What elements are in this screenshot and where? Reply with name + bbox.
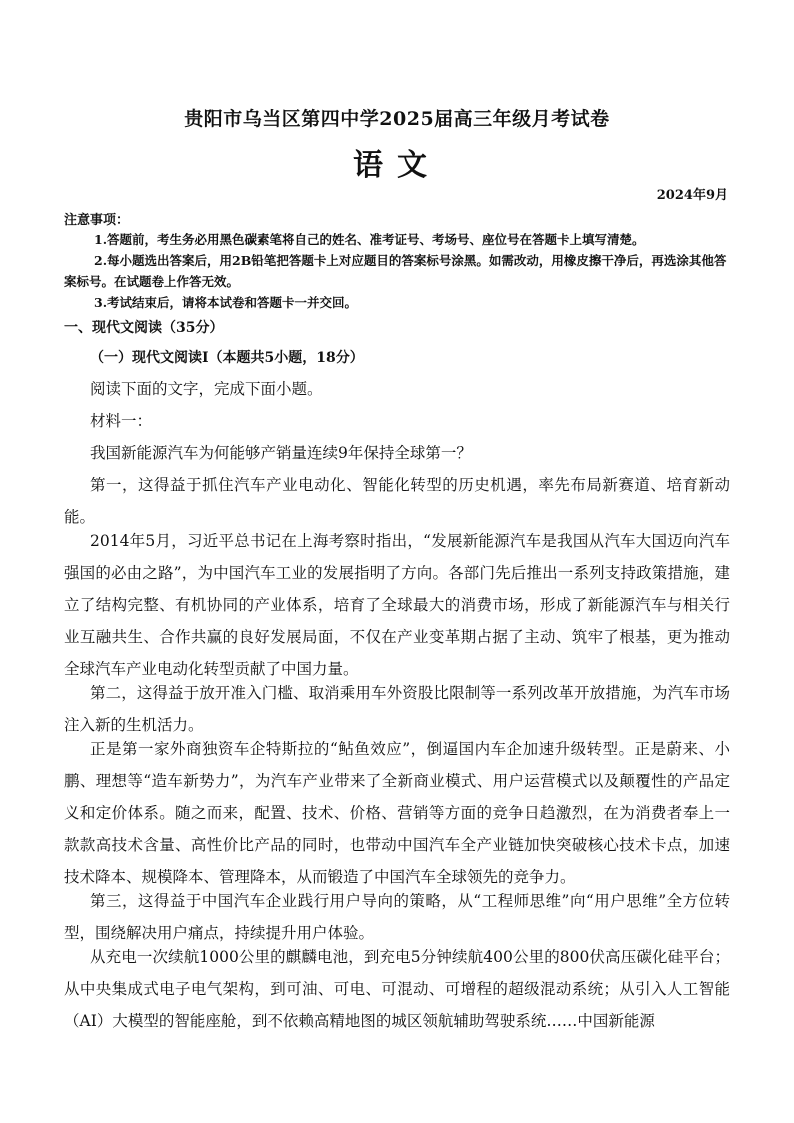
notice-item-1: 1.答题前，考生务必用黑色碳素笔将自己的姓名、准考证号、考场号、座位号在答题卡上填写清楚。 — [94, 232, 645, 247]
subsection-heading: （一）现代文阅读Ⅰ（本题共5小题，18分） — [90, 350, 364, 366]
passage-paragraph: 从充电一次续航1000公里的麒麟电池，到充电5分钟续航400公里的800伏高压碳化硅平台；从中央集成式电子电气架构，到可油、可电、可混动、可增程的超级混动系统；从引入人工智能（AI）大模型的智能座舱，到不依赖高精地图的城区领航辅助驾驶系统……中国新能源 — [64, 948, 730, 1030]
passage-paragraph: 2014年5月，习近平总书记在上海考察时指出，“发展新能源汽车是我国从汽车大国迈向汽车强国的必由之路”，为中国汽车工业的发展指明了方向。各部门先后推出一系列支持政策措施，建立了结构完整、有机协同的产业体系，培育了全球最大的消费市场，形成了新能源汽车与相关行业互融共生、合作共赢的良好发展局面，不仅在产业变革期占据了主动、筑牢了根基，更为推动全球汽车产业电动化转型贡献了中国力量。 — [64, 532, 730, 678]
material-label: 材料一： — [90, 412, 153, 430]
passage-paragraph: 正是第一家外商独资车企特斯拉的“鲇鱼效应”，倒逼国内车企加速升级转型。正是蔚来、小鹏、理想等“造车新势力”，为汽车产业带来了全新商业模式、用户运营模式以及颠覆性的产品定义和定价体系。随之而来，配置、技术、价格、营销等方面的竞争日趋激烈，在为消费者奉上一款款高技术含量、高性价比产品的同时，也带动中国汽车全产业链加快突破核心技术卡点，加速技术降本、规模降本、管理降本，从而锻造了中国汽车全球领先的竞争力。 — [64, 740, 730, 886]
section-heading: 一、现代文阅读（35分） — [64, 320, 224, 336]
exam-date: 2024年9月 — [656, 188, 728, 203]
exam-title: 贵阳市乌当区第四中学2025届高三年级月考试卷 — [184, 108, 610, 130]
passage-paragraph: 第二，这得益于放开准入门槛、取消乘用车外资股比限制等一系列改革开放措施，为汽车市场注入新的生机活力。 — [64, 684, 730, 734]
notice-item-2: 2.每小题选出答案后，用2B铅笔把答题卡上对应题目的答案标号涂黑。如需改动，用橡皮擦干净后，再选涂其他答案标号。在试题卷上作答无效。 — [64, 253, 727, 289]
reading-instruction: 阅读下面的文字，完成下面小题。 — [90, 380, 323, 398]
subject-title: 语文 — [353, 148, 441, 183]
passage-paragraph: 第三，这得益于中国汽车企业践行用户导向的策略，从“工程师思维”向“用户思维”全方位转型，围绕解决用户痛点，持续提升用户体验。 — [64, 892, 730, 942]
notice-item-3: 3.考试结束后，请将本试卷和答题卡一并交回。 — [94, 295, 358, 310]
passage-paragraph: 第一，这得益于抓住汽车产业电动化、智能化转型的历史机遇，率先布局新赛道、培育新动能。 — [64, 476, 730, 526]
passage-question: 我国新能源汽车为何能够产销量连续9年保持全球第一？ — [90, 444, 472, 462]
notice-heading: 注意事项： — [64, 213, 130, 228]
